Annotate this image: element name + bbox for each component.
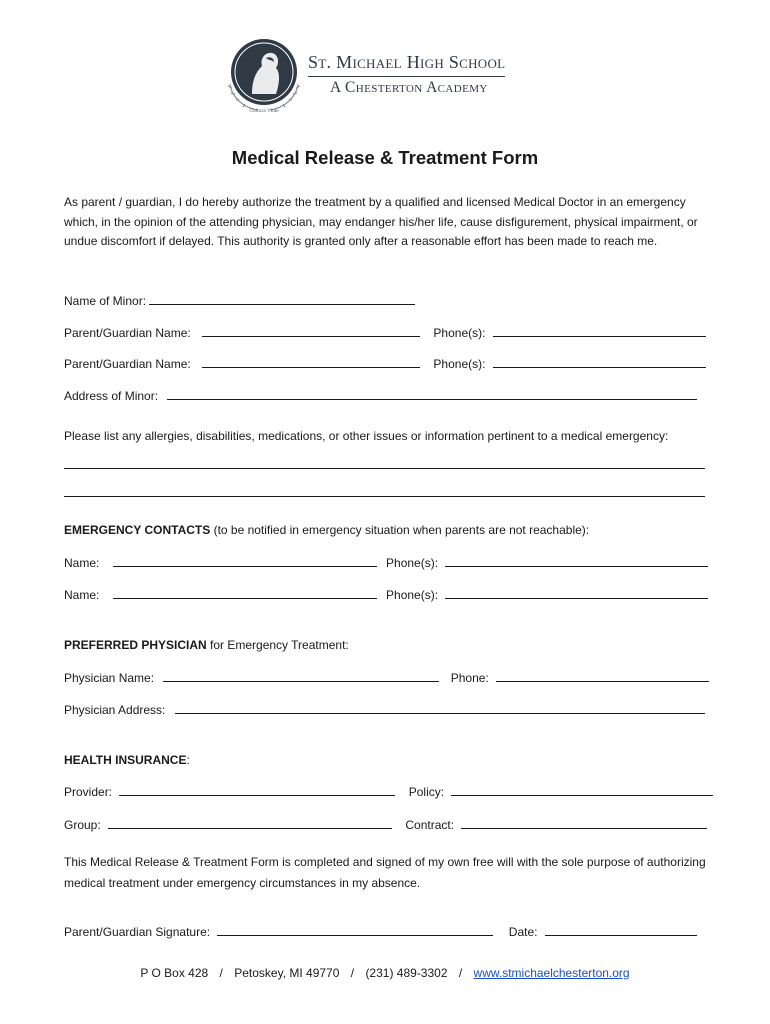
guardian-name-label-2: Parent/Guardian Name: [64, 357, 191, 371]
provider-field[interactable] [119, 783, 395, 796]
emergency-name-field-2[interactable] [113, 586, 377, 599]
closing-statement: This Medical Release & Treatment Form is completed and signed of my own free will with the sole purpose of authorizing medical treatment under emergency circumstances in my absence. [64, 855, 706, 890]
physician-row [64, 669, 709, 685]
guardian-name-field-2[interactable] [202, 355, 420, 368]
form-title: Medical Release & Treatment Form [231, 147, 539, 168]
policy-field[interactable] [451, 783, 713, 796]
contract-field[interactable] [461, 816, 707, 829]
intro-paragraph: As parent / guardian, I do hereby authorize the treatment by a qualified and licensed Medical Doctor in an emergency which, in the opinion of the attending physician, may endanger his/her life, cause disfigurement, physical impairment, or undue discomfort if delayed. This authority is granted only after a reasonable effort has been made to reach me. [64, 195, 698, 248]
minor-name-row [64, 292, 415, 308]
insurance-row-2 [64, 816, 707, 832]
emergency-heading-bold: EMERGENCY CONTACTS [64, 523, 211, 537]
insurance-heading-bold: HEALTH INSURANCE [64, 753, 187, 767]
footer-separator: / [219, 966, 223, 980]
provider-label: Provider: [64, 785, 113, 799]
guardian-name-label-1: Parent/Guardian Name: [64, 326, 191, 340]
guardian-row-1 [64, 324, 706, 340]
footer-po-box: P O Box 428 [140, 966, 209, 980]
group-field[interactable] [108, 816, 392, 829]
guardian-phone-field-2[interactable] [493, 355, 706, 368]
guardian-row-2 [64, 355, 706, 371]
allergies-field-line-2[interactable] [64, 496, 705, 497]
physician-address-label: Physician Address: [64, 703, 166, 717]
address-label: Address of Minor: [64, 389, 159, 403]
insurance-row-1 [64, 783, 713, 799]
date-field[interactable] [545, 923, 697, 936]
footer-separator: / [350, 966, 355, 980]
emergency-phone-field-2[interactable] [445, 586, 708, 599]
website-link[interactable]: www.stmichaelchesterton.org [473, 966, 630, 980]
seal-motto: Cultura Vitae [249, 108, 279, 114]
emergency-row-1 [64, 554, 708, 570]
guardian-phone-label-1: Phone(s): [433, 326, 486, 340]
school-title-block [308, 52, 558, 97]
emergency-name-label-2: Name: [64, 588, 100, 602]
physician-address-field[interactable] [175, 701, 705, 714]
guardian-name-field-1[interactable] [202, 324, 420, 337]
emergency-row-2 [64, 586, 708, 602]
emergency-name-field-1[interactable] [113, 554, 377, 567]
emergency-name-label-1: Name: [64, 556, 100, 570]
address-row [64, 387, 697, 403]
school-subtitle: A Chesterton Academy [330, 79, 488, 96]
emergency-heading-rest: (to be notified in emergency situation when parents are not reachable): [210, 523, 590, 537]
footer-contact [0, 966, 770, 980]
signature-field[interactable] [217, 923, 493, 936]
footer-city: Petoskey, MI 49770 [234, 966, 340, 980]
emergency-phone-label-1: Phone(s): [386, 556, 439, 570]
emergency-phone-label-2: Phone(s): [386, 588, 439, 602]
physician-heading [64, 637, 349, 653]
school-seal-icon [218, 36, 310, 114]
contract-label: Contract: [405, 818, 455, 832]
physician-heading-bold: PREFERRED PHYSICIAN [64, 638, 207, 652]
footer-phone: (231) 489-3302 [365, 966, 448, 980]
allergies-field-line-1[interactable] [64, 468, 705, 469]
allergies-prompt: Please list any allergies, disabilities, medications, or other issues or information pertinent to a medical emergency: [64, 429, 669, 443]
footer-separator: / [458, 966, 463, 980]
physician-phone-field[interactable] [496, 669, 709, 682]
policy-label: Policy: [408, 785, 445, 799]
address-field[interactable] [167, 387, 697, 400]
physician-phone-label: Phone: [450, 671, 489, 685]
physician-address-row [64, 701, 705, 717]
emergency-contacts-heading [64, 522, 589, 538]
date-label: Date: [508, 925, 538, 939]
emergency-phone-field-1[interactable] [445, 554, 708, 567]
minor-name-field[interactable] [149, 292, 415, 305]
group-label: Group: [64, 818, 101, 832]
signature-label: Parent/Guardian Signature: [64, 925, 211, 939]
school-header [218, 36, 558, 126]
insurance-heading [64, 752, 190, 768]
physician-name-label: Physician Name: [64, 671, 155, 685]
physician-name-field[interactable] [163, 669, 439, 682]
school-name: St. Michael High School [308, 52, 505, 77]
guardian-phone-field-1[interactable] [493, 324, 706, 337]
minor-name-label: Name of Minor: [64, 294, 147, 308]
signature-row [64, 923, 697, 939]
guardian-phone-label-2: Phone(s): [433, 357, 486, 371]
physician-heading-rest: for Emergency Treatment: [206, 638, 349, 652]
insurance-heading-rest: : [186, 753, 190, 767]
